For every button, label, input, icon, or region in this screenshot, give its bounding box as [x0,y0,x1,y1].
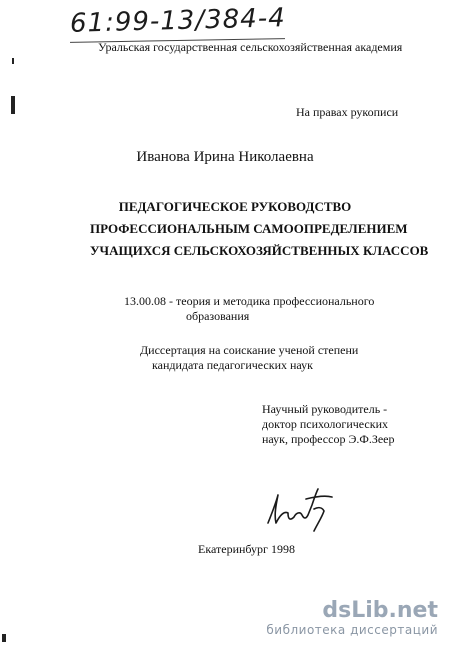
specialty-line: образования [186,309,250,323]
title-line: ПЕДАГОГИЧЕСКОЕ РУКОВОДСТВО [118,199,352,214]
supervisor-line: наук, профессор Э.Ф.Зеер [262,432,395,446]
archive-handwritten-note: 61:99-13/384-4 [69,3,287,39]
author-name: Иванова Ирина Николаевна [136,149,314,165]
degree-line: кандидата педагогических наук [152,358,313,372]
degree-block [140,343,400,373]
watermark-brand: dsLib.net [322,598,438,623]
supervisor-line: Научный руководитель - [262,402,388,416]
specialty-line: 13.00.08 - теория и методика профессионального [124,294,375,308]
degree-line: Диссертация на соискание ученой степени [140,343,359,357]
scan-edge-mark [11,96,15,114]
dissertation-title [90,196,429,262]
scan-edge-mark [12,58,14,64]
supervisor-line: доктор психологических [262,417,388,431]
specialty-block [124,294,394,324]
organization-name: Уральская государственная сельскохозяйственная академия [98,40,403,54]
supervisor-block [262,402,432,447]
rights-note: На правах рукописи [296,105,399,119]
title-line: ПРОФЕССИОНАЛЬНЫМ САМООПРЕДЕЛЕНИЕМ [90,221,408,236]
watermark-tagline: библиотека диссертаций [266,623,438,637]
city-year: Екатеринбург 1998 [198,542,295,556]
title-line: УЧАЩИХСЯ СЕЛЬСКОХОЗЯЙСТВЕННЫХ КЛАССОВ [90,243,429,258]
handwritten-signature [262,485,342,535]
watermark [266,599,438,637]
scan-edge-mark [2,634,6,642]
